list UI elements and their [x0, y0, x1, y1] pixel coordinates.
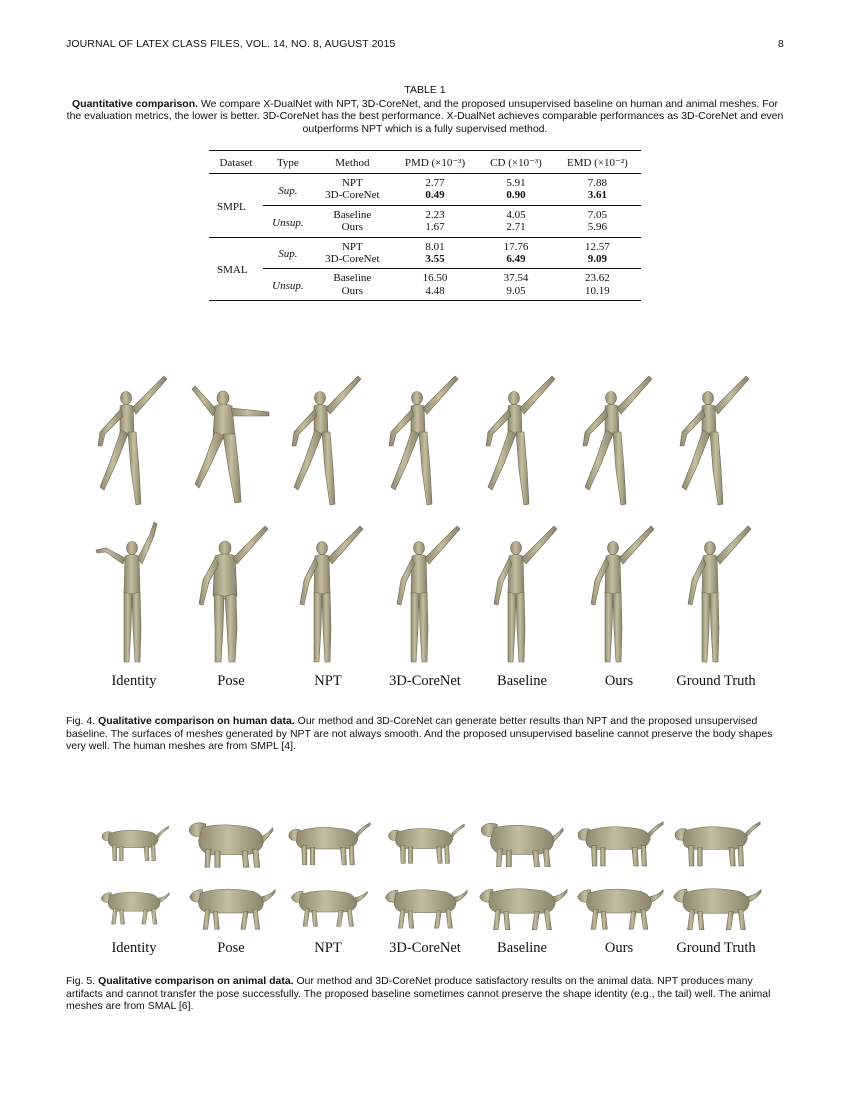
human-mesh-image: [379, 518, 471, 668]
animal-mesh-image: [573, 812, 665, 872]
table-row: [209, 174, 641, 190]
cd-cell: 0.90: [506, 189, 526, 202]
emd-cell: 23.62: [554, 269, 641, 285]
pmd-cell: 8.01: [392, 237, 478, 253]
pmd-cell: 3.55: [425, 253, 445, 266]
emd-cell: 7.88: [587, 177, 608, 189]
emd-cell: 3.61: [587, 189, 608, 202]
table-title: Quantitative comparison.: [72, 97, 199, 110]
figure-text: Our method and 3D-CoreNet can generate better results than NPT and the proposed unsupervised baseline. The surfaces of meshes generated by NPT are not always smooth. And the proposed unsupervised baseline cannot preserve the body shapes very well. The human meshes are from SMPL [4].: [66, 715, 773, 753]
type-cell: Sup.: [263, 237, 313, 269]
human-mesh-image: [282, 372, 374, 522]
pose-row: [88, 372, 762, 522]
human-mesh-image: [185, 372, 277, 522]
column-label: Baseline: [497, 673, 547, 689]
pmd-cell: 2.23: [392, 205, 478, 221]
animal-mesh-image: [88, 876, 180, 932]
animal-mesh-image: [88, 812, 180, 872]
table-description: We compare X-DualNet with NPT, 3D-CoreNet, and the proposed unsupervised baseline on human and animal meshes. For the evaluation metrics, the lower is better. 3D-CoreNet has the best performance. X-DualNet achieves comparable performances as 3D-CoreNet and even outperforms NPT which is a fully supervised method.: [66, 97, 784, 135]
method-cell: Baseline: [313, 269, 392, 285]
animal-mesh-image: [185, 876, 277, 932]
figure-4-caption: [66, 715, 784, 753]
col-dataset: Dataset: [209, 151, 263, 174]
emd-cell: 5.96: [587, 221, 608, 234]
animal-mesh-image: [282, 876, 374, 932]
animal-mesh-image: [573, 876, 665, 932]
col-type: Type: [263, 151, 313, 174]
animal-mesh-image: [670, 876, 762, 932]
emd-cell: 12.57: [554, 237, 641, 253]
table-caption: [66, 84, 784, 135]
method-cell: Baseline: [313, 205, 392, 221]
column-label: Ours: [604, 940, 634, 956]
column-label: Pose: [217, 940, 245, 956]
method-cell: 3D-CoreNet: [325, 253, 380, 266]
column-label: Identity: [111, 673, 157, 689]
column-label: Identity: [111, 940, 157, 956]
col-cd: CD (×10⁻³): [478, 151, 554, 174]
cd-cell: 9.05: [506, 284, 526, 297]
animal-mesh-image: [476, 812, 568, 872]
page-number: 8: [778, 38, 784, 50]
human-mesh-image: [185, 518, 277, 668]
cd-cell: 4.05: [478, 205, 554, 221]
figure-4-human-meshes: [88, 372, 762, 672]
shape-row: [88, 876, 762, 932]
figure-text: Our method and 3D-CoreNet produce satisfactory results on the animal data. NPT produces many artifacts and cannot transfer the pose successfully. The proposed baseline sometimes cannot preserve the shape identity (e.g., the tail) well. The animal meshes are from SMAL [6].: [66, 975, 771, 1013]
table-row: [209, 237, 641, 253]
shape-row: [88, 518, 762, 668]
emd-cell: 7.05: [554, 205, 641, 221]
figure-5-labels: [88, 940, 762, 957]
results-table: [209, 150, 641, 301]
column-label: NPT: [314, 940, 342, 956]
table-header-row: [209, 151, 641, 174]
pmd-cell: 0.49: [425, 189, 445, 202]
animal-mesh-image: [379, 876, 471, 932]
type-cell: Unsup.: [263, 205, 313, 237]
col-pmd: PMD (×10⁻³): [392, 151, 478, 174]
column-label: 3D-CoreNet: [389, 673, 461, 689]
column-label: Ground Truth: [676, 673, 756, 689]
type-cell: Sup.: [278, 184, 298, 197]
figure-5-animal-meshes: [88, 812, 762, 938]
type-cell: Unsup.: [263, 269, 313, 301]
figure-4-labels: [88, 673, 762, 690]
animal-mesh-image: [185, 812, 277, 872]
animal-mesh-image: [282, 812, 374, 872]
col-method: Method: [313, 151, 392, 174]
figure-title: Qualitative comparison on animal data.: [98, 975, 294, 987]
animal-mesh-image: [476, 876, 568, 932]
table-row: [209, 269, 641, 285]
table-row: [209, 205, 641, 221]
col-emd: EMD (×10⁻²): [554, 151, 641, 174]
column-label: Ours: [604, 673, 634, 689]
pose-row: [88, 812, 762, 872]
method-cell: Ours: [341, 284, 364, 297]
human-mesh-image: [670, 372, 762, 522]
emd-cell: 10.19: [585, 284, 610, 297]
emd-cell: 9.09: [587, 253, 608, 266]
pmd-cell: 4.48: [425, 284, 445, 297]
figure-prefix: Fig. 5.: [66, 975, 96, 987]
cd-cell: 37.54: [478, 269, 554, 285]
method-cell: NPT: [313, 237, 392, 253]
pmd-cell: 1.67: [425, 221, 445, 234]
dataset-cell: SMPL: [217, 200, 246, 213]
cd-cell: 2.71: [506, 221, 526, 234]
pmd-cell: 2.77: [425, 177, 445, 189]
animal-mesh-image: [670, 812, 762, 872]
human-mesh-image: [379, 372, 471, 522]
human-mesh-image: [573, 518, 665, 668]
table-label: TABLE 1: [404, 84, 446, 96]
figure-5-caption: [66, 975, 784, 1013]
column-label: 3D-CoreNet: [389, 940, 461, 956]
dataset-cell: SMAL: [209, 237, 263, 301]
animal-mesh-image: [379, 812, 471, 872]
column-label: Baseline: [497, 940, 547, 956]
human-mesh-image: [88, 372, 180, 522]
method-cell: Ours: [341, 221, 364, 234]
column-label: NPT: [314, 673, 342, 689]
human-mesh-image: [476, 518, 568, 668]
column-label: Ground Truth: [676, 940, 756, 956]
human-mesh-image: [476, 372, 568, 522]
journal-name: JOURNAL OF LATEX CLASS FILES, VOL. 14, NO. 8, AUGUST 2015: [66, 38, 396, 50]
human-mesh-image: [88, 518, 180, 668]
pmd-cell: 16.50: [392, 269, 478, 285]
cd-cell: 17.76: [478, 237, 554, 253]
method-cell: NPT: [341, 177, 363, 189]
cd-cell: 5.91: [506, 177, 526, 189]
human-mesh-image: [282, 518, 374, 668]
method-cell: 3D-CoreNet: [325, 189, 380, 202]
column-label: Pose: [217, 673, 245, 689]
human-mesh-image: [670, 518, 762, 668]
human-mesh-image: [573, 372, 665, 522]
figure-prefix: Fig. 4.: [66, 715, 96, 727]
cd-cell: 6.49: [506, 253, 526, 266]
figure-title: Qualitative comparison on human data.: [98, 715, 295, 727]
